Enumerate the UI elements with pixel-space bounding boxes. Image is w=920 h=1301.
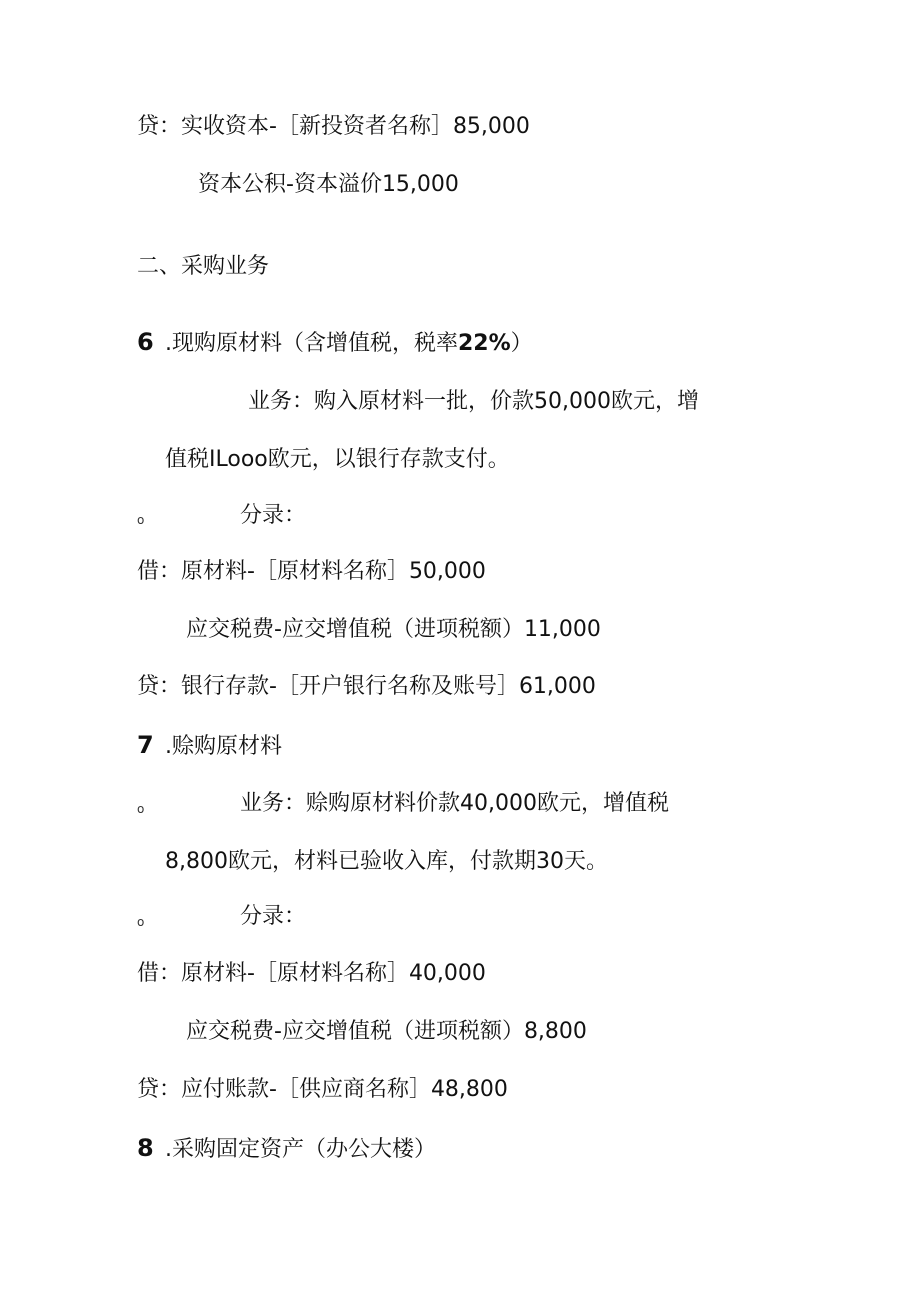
bullet-marker: o xyxy=(137,513,145,527)
credit-bank-deposit: 贷：银行存款-［开户银行名称及账号］61,000 xyxy=(137,674,596,699)
item-8-heading xyxy=(137,1133,436,1165)
bullet-marker: o xyxy=(137,915,145,929)
credit-paid-in-capital: 贷：实收资本-［新投资者名称］85,000 xyxy=(137,114,530,139)
section-heading-purchasing: 二、采购业务 xyxy=(137,254,270,279)
tax-rate: 22% xyxy=(458,331,511,356)
credit-accounts-payable: 贷：应付账款-［供应商名称］48,800 xyxy=(137,1077,508,1102)
debit-raw-materials: 借：原材料-［原材料名称］40,000 xyxy=(137,961,486,986)
item-number: 7 xyxy=(137,731,154,759)
entry-label: 分录： xyxy=(240,503,307,528)
bullet-marker: o xyxy=(137,802,145,816)
debit-raw-materials: 借：原材料-［原材料名称］50,000 xyxy=(137,559,486,584)
item-title: .赊购原材料 xyxy=(165,734,282,759)
tax-payable-input-vat: 应交税费-应交增值税（进项税额）8,800 xyxy=(186,1019,587,1044)
capital-reserve-line: 资本公积-资本溢价15,000 xyxy=(198,172,459,197)
item-7-business-line-1: 业务：赊购原材料价款40,000欧元，增值税 xyxy=(240,791,669,816)
item-7-heading xyxy=(137,730,282,762)
tax-payable-input-vat: 应交税费-应交增值税（进项税额）11,000 xyxy=(186,617,601,642)
item-number: 6 xyxy=(137,328,154,356)
item-7-business-line-2: 8,800欧元，材料已验收入库，付款期30天。 xyxy=(165,849,608,874)
item-6-business-line-2: 值税ILooo欧元，以银行存款支付。 xyxy=(165,447,510,472)
item-6-business-line-1: 业务：购入原材料一批，价款50,000欧元，增 xyxy=(248,389,699,414)
item-6-heading xyxy=(137,327,533,359)
entry-label: 分录： xyxy=(240,904,307,929)
item-title-close: ） xyxy=(510,331,533,356)
item-title: .现购原材料（含增值税，税率 xyxy=(165,331,458,356)
item-number: 8 xyxy=(137,1134,154,1162)
item-title: .采购固定资产（办公大楼） xyxy=(165,1137,436,1162)
